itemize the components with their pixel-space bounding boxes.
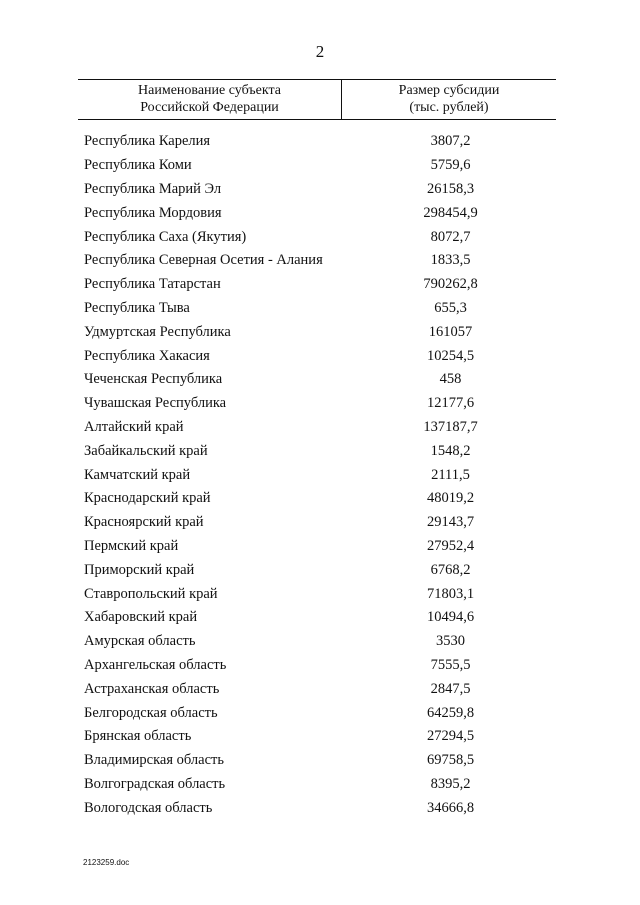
region-name: Чувашская Республика	[84, 395, 227, 412]
page-number: 2	[315, 42, 325, 61]
region-name: Краснодарский край	[84, 490, 211, 507]
table-row	[84, 654, 554, 678]
region-name: Республика Тыва	[84, 299, 190, 316]
subsidy-value: 8072,7	[430, 228, 471, 245]
table-row	[84, 487, 554, 511]
region-name: Республика Марий Эл	[84, 180, 222, 197]
subsidy-value: 5759,6	[430, 157, 471, 174]
subsidy-value: 8395,2	[430, 775, 471, 792]
region-name: Волгоградская область	[84, 775, 226, 792]
region-name: Республика Карелия	[84, 133, 211, 150]
table-row	[84, 154, 554, 178]
region-name: Владимирская область	[84, 752, 224, 769]
table-row	[84, 701, 554, 725]
table-row	[84, 630, 554, 654]
subsidy-value: 69758,5	[426, 752, 475, 769]
subsidy-value: 2847,5	[430, 680, 471, 697]
table-row	[84, 392, 554, 416]
region-name: Брянская область	[84, 728, 192, 745]
subsidy-value: 7555,5	[430, 656, 471, 673]
subsidy-value: 6768,2	[430, 561, 471, 578]
table-row	[84, 606, 554, 630]
table-body	[84, 130, 554, 820]
subsidy-value: 1833,5	[430, 252, 471, 269]
table-row	[84, 130, 554, 154]
subsidy-value: 161057	[428, 323, 473, 340]
region-name: Забайкальский край	[84, 442, 208, 459]
region-name: Республика Саха (Якутия)	[84, 228, 247, 245]
table-row	[84, 582, 554, 606]
subsidy-value: 71803,1	[426, 585, 475, 602]
subsidy-value: 790262,8	[423, 276, 478, 293]
region-name: Чеченская Республика	[84, 371, 223, 388]
table-row	[84, 463, 554, 487]
table-row	[84, 320, 554, 344]
subsidy-value: 137187,7	[423, 418, 478, 435]
table-row	[84, 201, 554, 225]
header-region-column	[78, 80, 342, 119]
table-row	[84, 225, 554, 249]
header-subsidy-line1: Размер субсидии	[398, 83, 500, 98]
region-name: Камчатский край	[84, 466, 191, 483]
header-region-line2: Российской Федерации	[140, 100, 279, 115]
region-name: Амурская область	[84, 633, 196, 650]
table-row	[84, 416, 554, 440]
table-header	[78, 79, 556, 120]
table-row	[84, 249, 554, 273]
header-subsidy-line2: (тыс. рублей)	[409, 100, 489, 115]
region-name: Алтайский край	[84, 418, 184, 435]
subsidy-value: 655,3	[434, 299, 467, 316]
table-row	[84, 535, 554, 559]
subsidy-value: 3530	[436, 633, 465, 650]
table-row	[84, 773, 554, 797]
subsidy-value: 1548,2	[430, 442, 471, 459]
region-name: Приморский край	[84, 561, 195, 578]
table-row	[84, 725, 554, 749]
region-name: Республика Мордовия	[84, 204, 222, 221]
table-row	[84, 677, 554, 701]
subsidy-value: 458	[439, 371, 462, 388]
region-name: Пермский край	[84, 537, 179, 554]
region-name: Республика Северная Осетия - Алания	[84, 252, 323, 269]
subsidy-value: 27952,4	[426, 537, 475, 554]
subsidy-value: 64259,8	[426, 704, 475, 721]
document-file-code: 2123259.doc	[83, 858, 130, 867]
subsidy-value: 27294,5	[426, 728, 475, 745]
region-name: Астраханская область	[84, 680, 220, 697]
subsidy-value: 2111,5	[431, 466, 470, 483]
table-row	[84, 344, 554, 368]
table-row	[84, 749, 554, 773]
subsidy-value: 3807,2	[430, 133, 471, 150]
region-name: Ставропольский край	[84, 585, 218, 602]
subsidy-value: 298454,9	[423, 204, 478, 221]
subsidy-value: 48019,2	[426, 490, 475, 507]
table-row	[84, 178, 554, 202]
table-row	[84, 796, 554, 820]
table-row	[84, 558, 554, 582]
table-row	[84, 273, 554, 297]
region-name: Белгородская область	[84, 704, 218, 721]
region-name: Удмуртская Республика	[84, 323, 231, 340]
table-row	[84, 368, 554, 392]
region-name: Республика Татарстан	[84, 276, 221, 293]
region-name: Хабаровский край	[84, 609, 198, 626]
table-row	[84, 511, 554, 535]
region-name: Республика Хакасия	[84, 347, 210, 364]
header-region-line1: Наименование субъекта	[138, 83, 281, 98]
table-row	[84, 439, 554, 463]
subsidy-value: 34666,8	[426, 799, 475, 816]
region-name: Красноярский край	[84, 514, 204, 531]
table-row	[84, 297, 554, 321]
header-subsidy-column	[342, 80, 556, 119]
region-name: Вологодская область	[84, 799, 213, 816]
region-name: Республика Коми	[84, 157, 192, 174]
subsidy-value: 26158,3	[426, 180, 475, 197]
subsidy-value: 10254,5	[426, 347, 475, 364]
subsidy-value: 10494,6	[426, 609, 475, 626]
region-name: Архангельская область	[84, 656, 227, 673]
subsidy-value: 12177,6	[426, 395, 475, 412]
subsidy-value: 29143,7	[426, 514, 475, 531]
